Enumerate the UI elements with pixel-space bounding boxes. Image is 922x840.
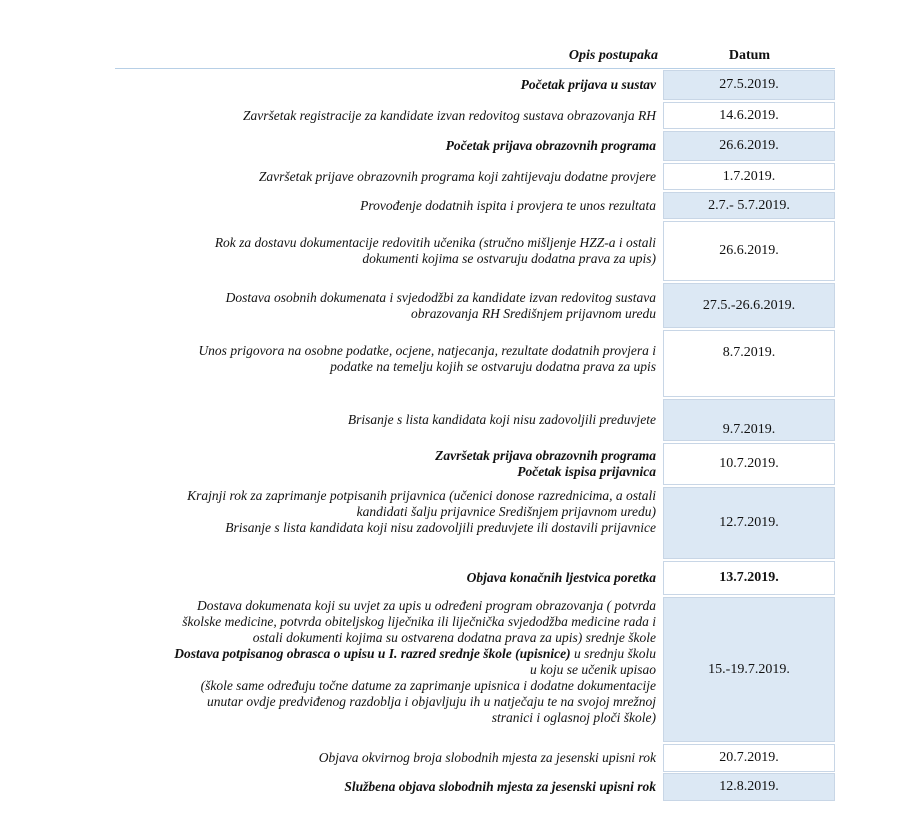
row-date: 26.6.2019. (663, 131, 835, 161)
row-line: Službena objava slobodnih mjesta za jesenski upisni rok (344, 778, 656, 794)
row-line (115, 646, 656, 662)
row-description (115, 70, 658, 100)
row-date: 8.7.2019. (663, 330, 835, 397)
header-description: Opis postupaka (568, 48, 658, 63)
row-line: dokumenti kojima se ostvaruju dodatna prava za upis) (362, 251, 656, 266)
row-description (115, 745, 658, 771)
row-line: Završetak registracije za kandidate izvan redovitog sustava obrazovanja RH (243, 107, 656, 123)
row-line: Unos prigovora na osobne podatke, ocjene, natjecanja, rezultate dodatnih provjera i (198, 343, 656, 358)
row-line: Krajnji rok za zaprimanje potpisanih prijavnica (učenici donose razrednicima, a ostali (187, 488, 656, 503)
row-line: unutar ovdje predviđenog razdoblja i objavljuju ih u natječaju te na svojoj mrežnoj (207, 694, 656, 709)
row-description (115, 192, 658, 219)
row-date: 12.7.2019. (663, 487, 835, 559)
row-date: 20.7.2019. (663, 744, 835, 772)
row-description (115, 102, 658, 129)
row-description (115, 163, 658, 190)
row-date: 27.5.2019. (663, 70, 835, 100)
header-divider (115, 68, 835, 69)
row-line: ostali dokumenti kojima su ostvarena dodatna prava za upis) srednje škole (252, 630, 656, 645)
row-date: 1.7.2019. (663, 163, 835, 190)
row-date: 2.7.- 5.7.2019. (663, 192, 835, 219)
row-description (115, 283, 658, 328)
row-date: 9.7.2019. (663, 399, 835, 441)
row-line: školske medicine, potvrda obiteljskog liječnika ili liječnička svjedodžba medicine rada i (182, 614, 656, 629)
row-date: 12.8.2019. (663, 773, 835, 801)
row-line: obrazovanja RH Središnjem prijavnom uredu (411, 305, 656, 321)
row-date: 26.6.2019. (663, 221, 835, 281)
row-line-tail: u srednju školu (570, 646, 656, 661)
row-line: u koju se učenik upisao (530, 662, 656, 677)
row-line: stranici i oglasnoj ploči škole) (491, 710, 656, 725)
row-line: Završetak prijava obrazovnih programa (435, 448, 656, 463)
row-line: kandidati šalju prijavnice Središnjem prijavnom uredu) (356, 504, 656, 519)
row-description (115, 400, 658, 440)
row-line: Provođenje dodatnih ispita i provjera te unos rezultata (360, 197, 656, 213)
row-line: Početak prijava obrazovnih programa (445, 138, 656, 153)
row-line: Početak ispisa prijavnica (517, 464, 656, 479)
row-description (115, 221, 658, 281)
row-description (115, 561, 658, 595)
row-line: Brisanje s lista kandidata koji nisu zadovoljili preduvjete (347, 412, 656, 427)
row-date: 10.7.2019. (663, 443, 835, 485)
row-date: 14.6.2019. (663, 102, 835, 129)
row-date: 13.7.2019. (663, 561, 835, 595)
row-description (115, 343, 658, 397)
row-line: Objava konačnih ljestvica poretka (466, 570, 656, 585)
row-line: Objava okvirnog broja slobodnih mjesta za jesenski upisni rok (318, 750, 656, 765)
row-line: Završetak prijave obrazovnih programa koji zahtijevaju dodatne provjere (258, 168, 656, 184)
row-line: podatke na temelju kojih se ostvaruju dodatna prava za upis (330, 359, 656, 374)
row-date: 27.5.-26.6.2019. (663, 283, 835, 328)
row-line: Dostava dokumenata koji su uvjet za upis u određeni program obrazovanja ( potvrda (197, 598, 656, 613)
row-description (115, 131, 658, 161)
header-date: Datum (728, 48, 771, 63)
row-line: Rok za dostavu dokumentacije redovitih učenika (stručno mišljenje HZZ-a i ostali (214, 235, 656, 250)
row-line: (škole same određuju točne datume za zaprimanje upisnica i dodatne dokumentacije (200, 678, 656, 693)
row-line: Brisanje s lista kandidata koji nisu zadovoljili preduvjete ili dostavili prijavnice (225, 520, 656, 535)
row-description (115, 598, 658, 741)
row-line: Početak prijava u sustav (520, 77, 656, 92)
row-date: 15.-19.7.2019. (663, 597, 835, 742)
row-line-bold: Dostava potpisanog obrasca o upisu u I. razred srednje škole (upisnice) (174, 646, 571, 661)
row-description (115, 773, 658, 800)
row-line: Dostava osobnih dokumenata i svjedodžbi za kandidate izvan redovitog sustava (225, 289, 656, 305)
row-description (115, 488, 658, 558)
row-description (115, 443, 658, 485)
